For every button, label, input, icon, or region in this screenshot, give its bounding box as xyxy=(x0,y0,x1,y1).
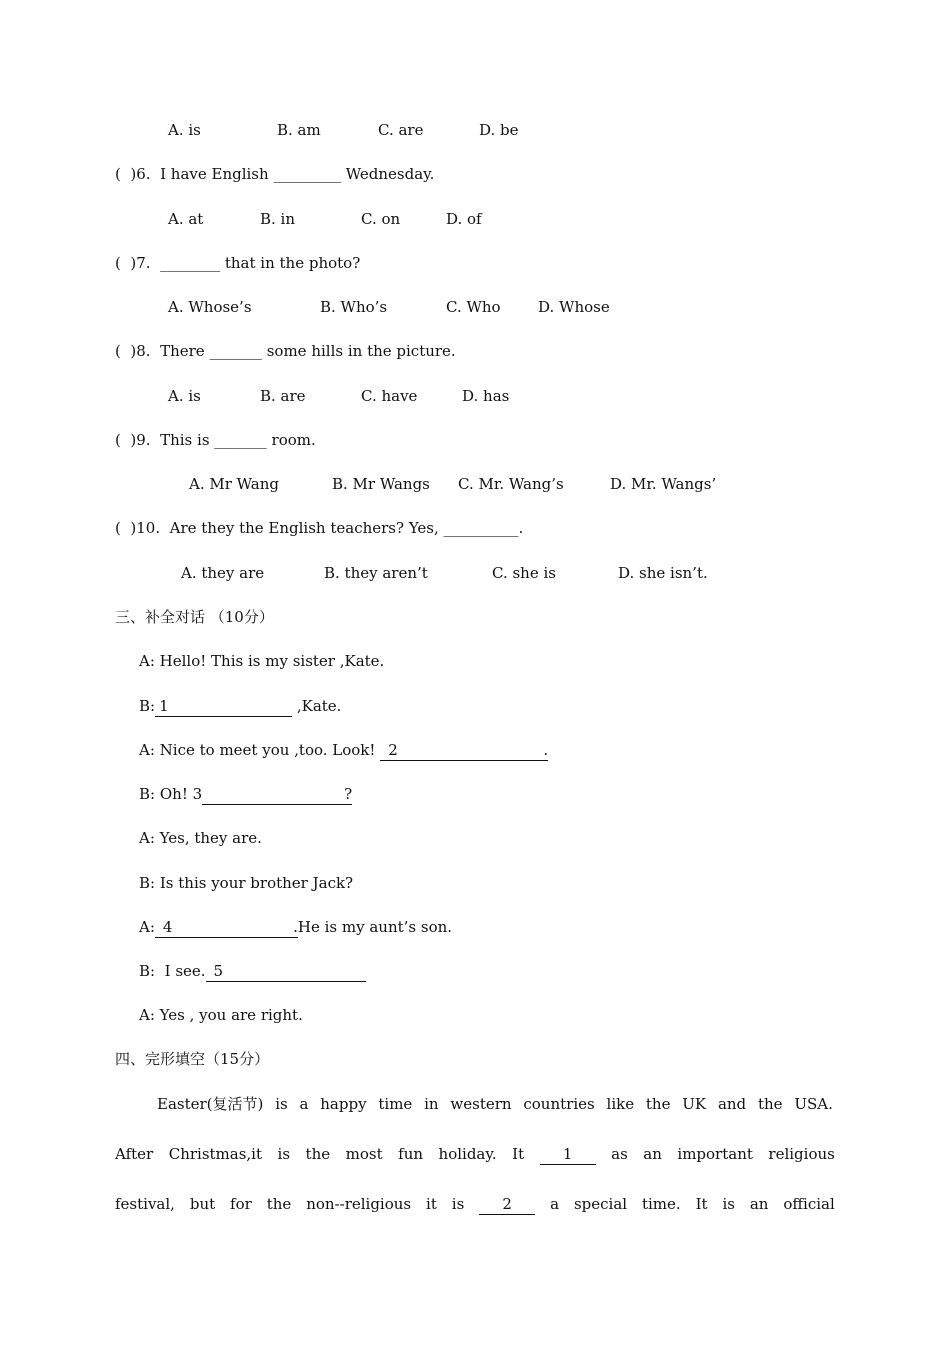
dialogue-text: He is my aunt’s son. xyxy=(297,918,453,936)
cloze-paragraph-line-3 xyxy=(115,1194,835,1215)
question-6-prefix: ( )6. I have English xyxy=(115,165,274,183)
cloze-word: as xyxy=(611,1145,628,1163)
q5-option-d: D. be xyxy=(479,121,519,139)
cloze-word: Christmas,it xyxy=(168,1145,263,1163)
q8-option-d: D. has xyxy=(462,387,510,405)
dialogue-text: Nice to meet you ,too. Look! xyxy=(159,741,381,759)
cloze-word: After xyxy=(115,1145,154,1163)
cloze-word: is xyxy=(722,1195,735,1213)
cloze-word: an xyxy=(643,1145,662,1163)
cloze-word: western xyxy=(450,1095,512,1113)
blank-number: 2 xyxy=(388,741,398,759)
question-8-suffix: some hills in the picture. xyxy=(261,342,456,360)
question-10-prefix: ( )10. Are they the English teachers? Yes, xyxy=(115,519,444,537)
cloze-word: It xyxy=(695,1195,708,1213)
section-4-heading: 四、完形填空（15分） xyxy=(115,1050,270,1068)
dialogue-line-3 xyxy=(139,740,548,761)
question-10-blank: __________ xyxy=(443,519,519,537)
cloze-word: most xyxy=(345,1145,383,1163)
q6-option-d: D. of xyxy=(446,210,482,228)
dialogue-blank-2[interactable] xyxy=(380,740,548,761)
cloze-word: a xyxy=(299,1095,309,1113)
blank-number: 4 xyxy=(162,918,173,936)
q6-option-c: C. on xyxy=(361,210,401,228)
cloze-word: is xyxy=(451,1195,465,1213)
question-9-blank: _______ xyxy=(214,431,267,449)
q8-option-a: A. is xyxy=(168,387,201,405)
cloze-word: an xyxy=(749,1195,769,1213)
question-7 xyxy=(115,253,360,273)
cloze-blank-2[interactable]: 2 xyxy=(479,1194,535,1215)
dialogue-text: Is this your brother Jack? xyxy=(159,874,354,892)
question-10 xyxy=(115,518,523,538)
q5-option-a: A. is xyxy=(168,121,201,139)
cloze-paragraph-line-2 xyxy=(115,1144,835,1165)
question-7-suffix: that in the photo? xyxy=(220,254,361,272)
q5-option-b: B. am xyxy=(277,121,321,139)
dialogue-blank-5[interactable] xyxy=(206,961,366,982)
cloze-word: religious xyxy=(768,1145,835,1163)
dialogue-text: Yes , you are right. xyxy=(159,1006,303,1024)
q6-option-b: B. in xyxy=(260,210,296,228)
cloze-word: festival, xyxy=(115,1195,175,1213)
section-3-heading: 三、补全对话 （10分） xyxy=(115,608,274,626)
cloze-word: time. xyxy=(641,1195,681,1213)
dialogue-speaker: A: xyxy=(139,918,155,936)
q7-option-d: D. Whose xyxy=(538,298,610,316)
cloze-word: happy xyxy=(320,1095,367,1113)
cloze-word: important xyxy=(677,1145,753,1163)
dialogue-speaker: A: xyxy=(139,1006,160,1024)
cloze-word: the xyxy=(645,1095,671,1113)
dialogue-line-2 xyxy=(139,696,341,717)
blank-end-mark: . xyxy=(543,741,549,759)
question-8 xyxy=(115,341,456,361)
dialogue-line-1 xyxy=(139,651,384,671)
q10-option-c: C. she is xyxy=(492,564,556,582)
cloze-word: holiday. xyxy=(438,1145,497,1163)
q6-option-a: A. at xyxy=(168,210,204,228)
cloze-word: the xyxy=(305,1145,331,1163)
cloze-word: the xyxy=(757,1095,783,1113)
q5-option-c: C. are xyxy=(378,121,424,139)
dialogue-speaker: A: xyxy=(139,652,160,670)
cloze-word: Easter(复活节) xyxy=(157,1095,264,1113)
cloze-word: fun xyxy=(398,1145,424,1163)
cloze-word: special xyxy=(573,1195,628,1213)
dialogue-blank-3[interactable] xyxy=(202,784,352,805)
dialogue-text: ,Kate. xyxy=(292,697,342,715)
q8-option-c: C. have xyxy=(361,387,418,405)
blank-end-mark: ? xyxy=(344,785,353,803)
question-9-suffix: room. xyxy=(266,431,316,449)
dialogue-blank-1[interactable] xyxy=(155,696,292,717)
cloze-word: like xyxy=(606,1095,635,1113)
question-7-blank: ________ xyxy=(160,254,221,272)
q7-option-b: B. Who’s xyxy=(320,298,388,316)
question-6 xyxy=(115,164,434,184)
cloze-word: USA. xyxy=(794,1095,833,1113)
q10-option-a: A. they are xyxy=(181,564,265,582)
q9-option-b: B. Mr Wangs xyxy=(332,475,430,493)
cloze-word: for xyxy=(230,1195,252,1213)
dialogue-text: Yes, they are. xyxy=(159,829,262,847)
dialogue-line-4 xyxy=(139,784,352,805)
dialogue-speaker: A: xyxy=(139,741,160,759)
q9-option-c: C. Mr. Wang’s xyxy=(458,475,564,493)
q7-option-c: C. Who xyxy=(446,298,501,316)
dialogue-line-5 xyxy=(139,828,262,848)
q7-option-a: A. Whose’s xyxy=(168,298,252,316)
q10-option-b: B. they aren’t xyxy=(324,564,428,582)
question-8-prefix: ( )8. There xyxy=(115,342,210,360)
dialogue-speaker: B: xyxy=(139,785,160,803)
blank-end-mark: . xyxy=(293,918,298,936)
q8-option-b: B. are xyxy=(260,387,306,405)
cloze-word: countries xyxy=(523,1095,595,1113)
q10-option-d: D. she isn’t. xyxy=(618,564,708,582)
cloze-blank-1[interactable]: 1 xyxy=(540,1144,596,1165)
question-9-prefix: ( )9. This is xyxy=(115,431,215,449)
blank-number: 5 xyxy=(213,962,224,980)
dialogue-speaker: B: xyxy=(139,697,156,715)
dialogue-speaker: A: xyxy=(139,829,160,847)
question-7-prefix: ( )7. xyxy=(115,254,161,272)
question-9 xyxy=(115,430,316,450)
dialogue-line-6 xyxy=(139,873,353,893)
cloze-word: time xyxy=(378,1095,413,1113)
dialogue-line-8 xyxy=(139,961,366,982)
cloze-word: is xyxy=(275,1095,288,1113)
cloze-word: is xyxy=(277,1145,291,1163)
cloze-word: and xyxy=(717,1095,747,1113)
question-6-suffix: Wednesday. xyxy=(340,165,435,183)
q9-option-d: D. Mr. Wangs’ xyxy=(610,475,717,493)
dialogue-speaker: B: xyxy=(139,962,165,980)
cloze-word: non--religious xyxy=(306,1195,412,1213)
question-8-blank: _______ xyxy=(209,342,262,360)
cloze-word: in xyxy=(424,1095,439,1113)
question-6-blank: _________ xyxy=(273,165,341,183)
cloze-word: but xyxy=(189,1195,216,1213)
q9-option-a: A. Mr Wang xyxy=(189,475,279,493)
dialogue-line-7 xyxy=(139,917,452,938)
dialogue-text: Oh! 3 xyxy=(159,785,203,803)
dialogue-text: I see. xyxy=(164,962,206,980)
cloze-word: the xyxy=(266,1195,292,1213)
dialogue-blank-4[interactable] xyxy=(155,917,298,938)
dialogue-text: Hello! This is my sister ,Kate. xyxy=(159,652,385,670)
cloze-word: it xyxy=(426,1195,437,1213)
question-10-suffix: . xyxy=(518,519,524,537)
cloze-word: a xyxy=(550,1195,560,1213)
blank-number: 1 xyxy=(159,697,169,715)
cloze-word: UK xyxy=(682,1095,707,1113)
dialogue-speaker: B: xyxy=(139,874,160,892)
cloze-word: It xyxy=(512,1145,525,1163)
cloze-word: official xyxy=(783,1195,835,1213)
cloze-paragraph-line-1 xyxy=(157,1094,833,1114)
dialogue-line-9 xyxy=(139,1005,303,1025)
